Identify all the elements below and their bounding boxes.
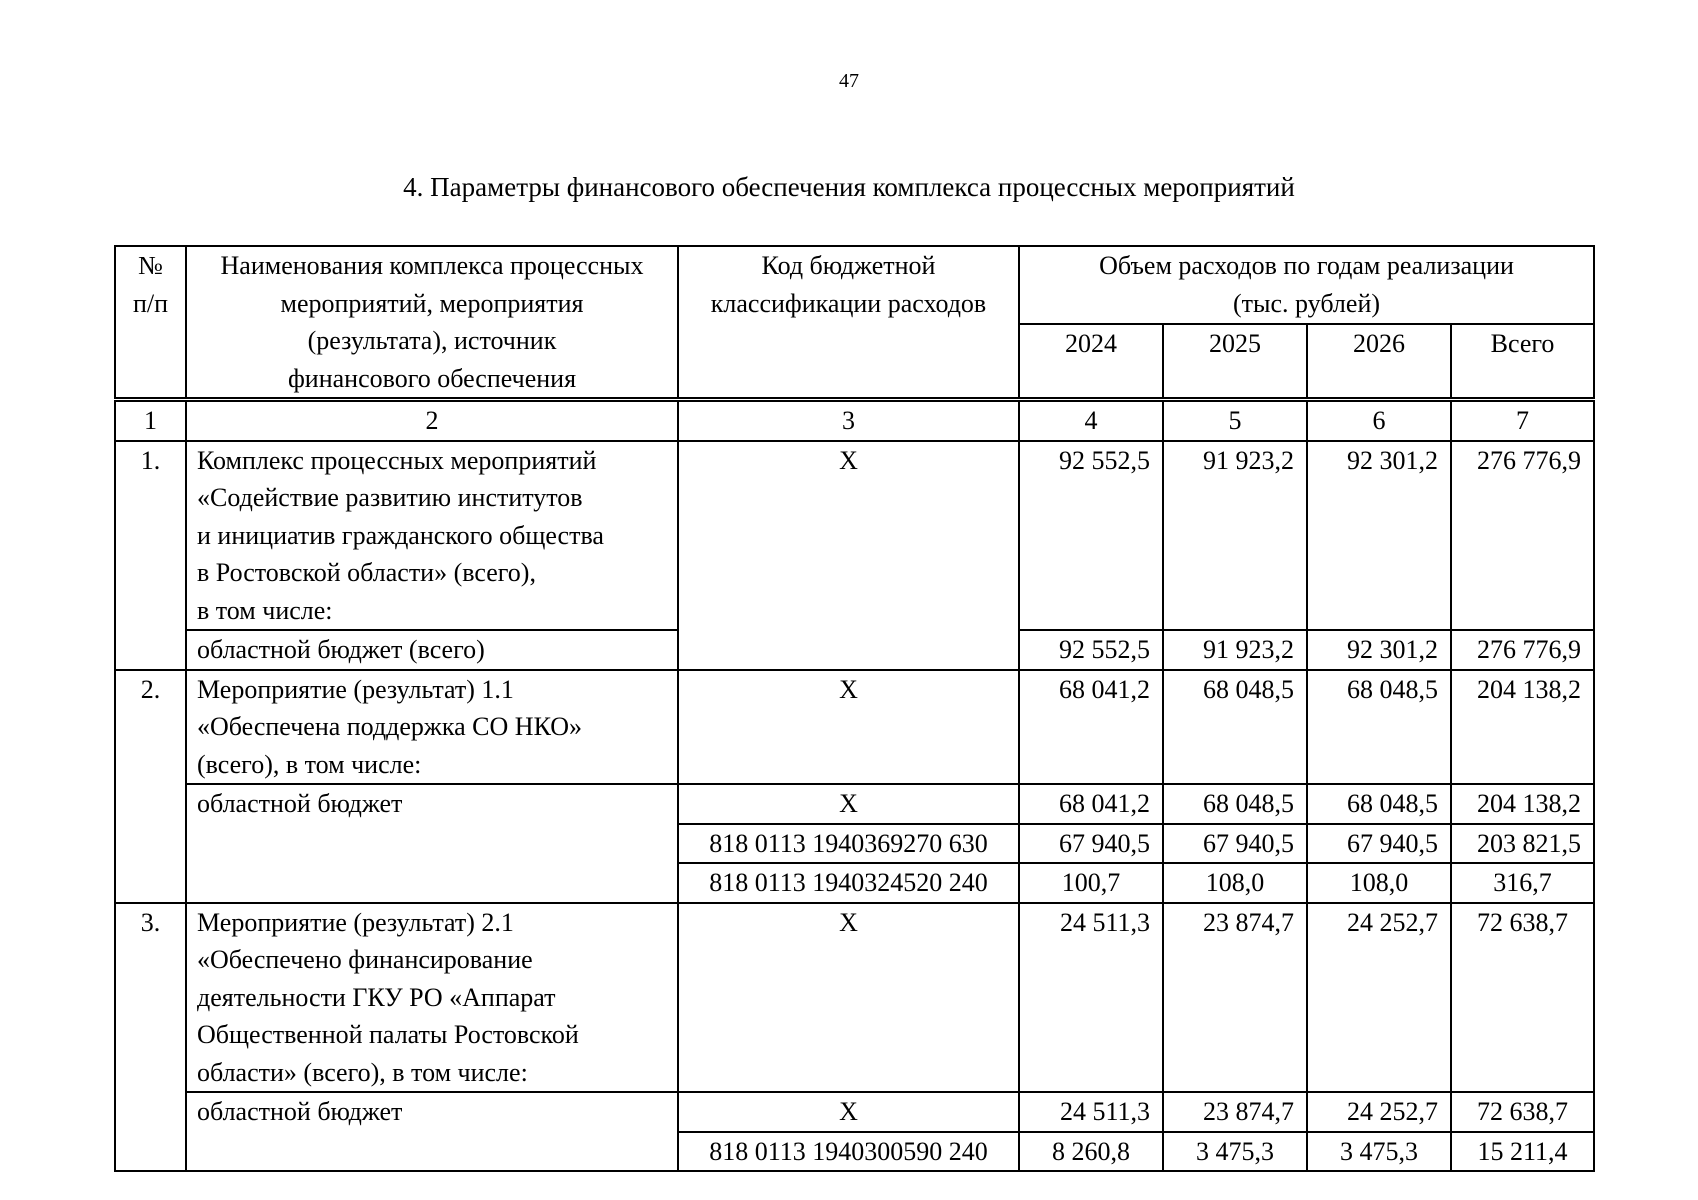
col-number: 7 [1451, 400, 1594, 441]
budget-code: 818 0113 1940324520 240 [678, 863, 1019, 903]
source-name: областной бюджет [186, 784, 678, 903]
value-2026: 108,0 [1307, 863, 1451, 903]
source-name: областной бюджет (всего) [186, 630, 678, 670]
value-2024: 92 552,5 [1019, 630, 1163, 670]
header-expenses: Объем расходов по годам реализации (тыс. рублей) [1019, 246, 1594, 324]
row-code: Х [678, 670, 1019, 785]
value-2026: 67 940,5 [1307, 824, 1451, 864]
value-total: 276 776,9 [1451, 630, 1594, 670]
col-number: 2 [186, 400, 678, 441]
value-2025: 68 048,5 [1163, 670, 1307, 785]
value-2024: 67 940,5 [1019, 824, 1163, 864]
value-2024: 68 041,2 [1019, 784, 1163, 824]
value-2024: 100,7 [1019, 863, 1163, 903]
column-number-row [115, 400, 1594, 441]
value-2025: 23 874,7 [1163, 1092, 1307, 1132]
row-code: Х [678, 441, 1019, 670]
value-2026: 24 252,7 [1307, 903, 1451, 1093]
value-2025: 23 874,7 [1163, 903, 1307, 1093]
col-number: 3 [678, 400, 1019, 441]
header-number: № п/п [115, 246, 186, 400]
value-2026: 92 301,2 [1307, 441, 1451, 631]
value-2025: 3 475,3 [1163, 1132, 1307, 1172]
value-2025: 67 940,5 [1163, 824, 1307, 864]
value-2025: 108,0 [1163, 863, 1307, 903]
source-name: областной бюджет [186, 1092, 678, 1171]
header-row-1 [115, 246, 1594, 324]
table-row [115, 784, 1594, 824]
row-code: Х [678, 1092, 1019, 1132]
table-row [115, 441, 1594, 631]
header-year-2026: 2026 [1307, 324, 1451, 400]
document-title: 4. Параметры финансового обеспечения комплекса процессных мероприятий [403, 172, 1295, 202]
value-total: 276 776,9 [1451, 441, 1594, 631]
budget-code: 818 0113 1940300590 240 [678, 1132, 1019, 1172]
col-number: 5 [1163, 400, 1307, 441]
col-number: 4 [1019, 400, 1163, 441]
value-2025: 91 923,2 [1163, 630, 1307, 670]
table-row [115, 903, 1594, 1093]
header-name: Наименования комплекса процессных мероприятий, мероприятия (результата), источник финансового обеспечения [186, 246, 678, 400]
value-total: 72 638,7 [1451, 1092, 1594, 1132]
row-code: Х [678, 903, 1019, 1093]
col-number: 6 [1307, 400, 1451, 441]
value-2024: 68 041,2 [1019, 670, 1163, 785]
row-number: 2. [115, 670, 186, 903]
value-total: 72 638,7 [1451, 903, 1594, 1093]
value-2026: 68 048,5 [1307, 784, 1451, 824]
financing-table [114, 245, 1595, 1172]
value-2026: 3 475,3 [1307, 1132, 1451, 1172]
value-2026: 92 301,2 [1307, 630, 1451, 670]
value-2024: 8 260,8 [1019, 1132, 1163, 1172]
col-number: 1 [115, 400, 186, 441]
value-2024: 24 511,3 [1019, 903, 1163, 1093]
row-number: 1. [115, 441, 186, 670]
value-2025: 68 048,5 [1163, 784, 1307, 824]
value-total: 203 821,5 [1451, 824, 1594, 864]
header-total: Всего [1451, 324, 1594, 400]
value-total: 15 211,4 [1451, 1132, 1594, 1172]
value-total: 204 138,2 [1451, 670, 1594, 785]
row-name: Мероприятие (результат) 1.1 «Обеспечена поддержка СО НКО» (всего), в том числе: [186, 670, 678, 785]
value-2026: 24 252,7 [1307, 1092, 1451, 1132]
value-2026: 68 048,5 [1307, 670, 1451, 785]
value-2024: 24 511,3 [1019, 1092, 1163, 1132]
row-number: 3. [115, 903, 186, 1172]
budget-code: 818 0113 1940369270 630 [678, 824, 1019, 864]
row-name: Мероприятие (результат) 2.1 «Обеспечено финансирование деятельности ГКУ РО «Аппарат Общественной палаты Ростовской области» (всего), в том числе: [186, 903, 678, 1093]
header-year-2024: 2024 [1019, 324, 1163, 400]
value-2025: 91 923,2 [1163, 441, 1307, 631]
page-number: 47 [839, 70, 859, 92]
row-name: Комплекс процессных мероприятий «Содействие развитию институтов и инициатив гражданского общества в Ростовской области» (всего), в том числе: [186, 441, 678, 631]
row-code: Х [678, 784, 1019, 824]
header-budget-code: Код бюджетной классификации расходов [678, 246, 1019, 400]
table-row [115, 1092, 1594, 1132]
value-total: 316,7 [1451, 863, 1594, 903]
table-row [115, 670, 1594, 785]
header-year-2025: 2025 [1163, 324, 1307, 400]
value-total: 204 138,2 [1451, 784, 1594, 824]
value-2024: 92 552,5 [1019, 441, 1163, 631]
